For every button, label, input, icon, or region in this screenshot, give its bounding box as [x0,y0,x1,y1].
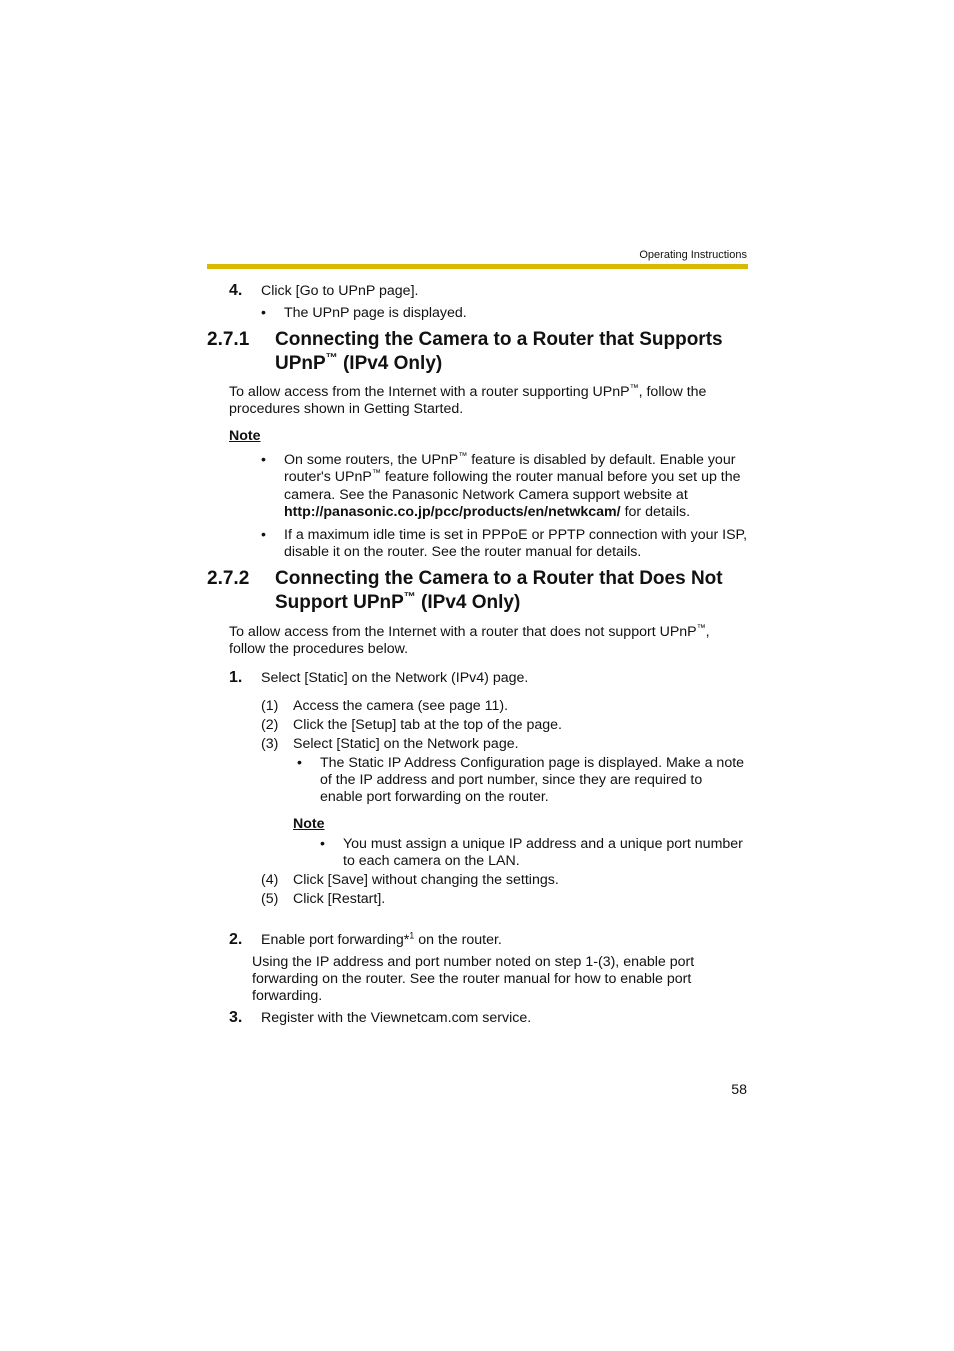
section-intro: To allow access from the Internet with a router that does not support UPnP™, follow the procedures below. [229,622,710,657]
substep-text: Click [Save] without changing the settings. [293,872,559,888]
running-header: Operating Instructions [639,249,747,261]
substep-text: Access the camera (see page 11). [293,698,509,714]
bullet-item: • The Static IP Address Configuration page is displayed. Make a note of the IP address and port number, since they are required to enable port forwarding on the router. [320,755,748,806]
step-paragraph: Using the IP address and port number noted on step 1-(3), enable port forwarding on the router. See the router manual for how to enable port forwarding. [252,954,695,1004]
substep-text: Click [Restart]. [293,891,386,907]
step-number: 3. [229,1009,243,1026]
note-label: Note [293,816,325,832]
section-title: Connecting the Camera to a Router that Does Not Support UPnP™ (IPv4 Only) [275,568,723,613]
step-text: Enable port forwarding*$^1$ on the router. [261,930,502,948]
step-number: 2. [229,931,243,948]
support-url: http://panasonic.co.jp/pcc/products/en/netwkcam/ [284,503,621,520]
step-number: 4. [229,282,243,299]
substep-number: (3) [261,736,279,752]
substep-number: (4) [261,872,279,888]
step-text: Select [Static] on the Network (IPv4) page. [261,670,529,686]
section-number: 2.7.2 [207,568,250,589]
section-number: 2.7.1 [207,329,250,350]
step-text: Click [Go to UPnP page]. [261,283,419,299]
section-heading [207,328,755,376]
header-rule [207,264,748,269]
note-item: • If a maximum idle time is set in PPPoE or PPTP connection with your ISP, disable it on the router. See the router manual for details. [284,527,748,561]
step-text: Register with the Viewnetcam.com service. [261,1010,532,1026]
section-intro: To allow access from the Internet with a router supporting UPnP™, follow the procedures shown in Getting Started. [229,382,707,417]
note-label: Note [229,428,261,444]
substep-number: (5) [261,891,279,907]
note-item: • On some routers, the UPnP™ feature is disabled by default. Enable your router's UPnP™ feature following the router manual before you set up the camera. See the Panasonic Network Camera support website at http://panasonic.co.jp/pcc/products/en/netwkcam/ for details. [284,452,748,521]
substep-text: Click the [Setup] tab at the top of the page. [293,717,562,733]
step-number: 1. [229,669,243,686]
section-heading [207,567,755,615]
section-title: Connecting the Camera to a Router that Supports UPnP™ (IPv4 Only) [275,329,723,374]
page-number: 58 [731,1082,747,1098]
bullet-item: • The UPnP page is displayed. [284,305,467,322]
substep-number: (2) [261,717,279,733]
note-item: • You must assign a unique IP address and a unique port number to each camera on the LAN. [343,836,748,870]
substep-number: (1) [261,698,279,714]
substep-text: Select [Static] on the Network page. [293,736,519,752]
